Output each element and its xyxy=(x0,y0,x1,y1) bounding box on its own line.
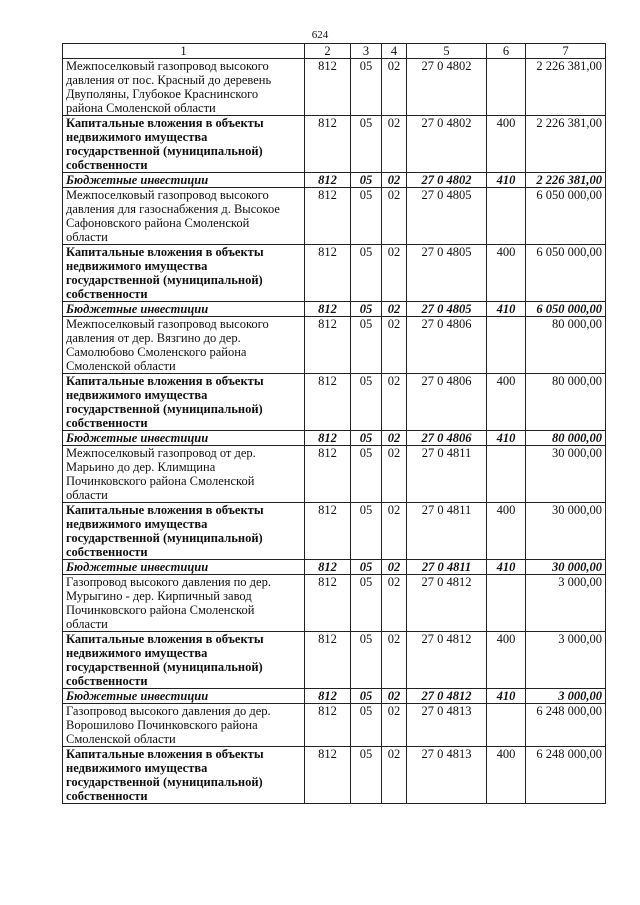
cell-col-2: 812 xyxy=(305,446,351,503)
cell-name-line: давления от дер. Вязгино до дер. xyxy=(66,331,241,345)
cell-col-6 xyxy=(487,704,526,747)
cell-name-line: Газопровод высокого давления по дер. xyxy=(66,575,271,589)
cell-col-5: 27 0 4813 xyxy=(407,704,487,747)
cell-col-2: 812 xyxy=(305,575,351,632)
cell-name-line: Починковского района Смоленской xyxy=(66,603,255,617)
cell-name-line: Газопровод высокого давления до дер. xyxy=(66,704,271,718)
cell-name xyxy=(63,302,305,317)
budget-table xyxy=(62,43,606,804)
cell-name xyxy=(63,317,305,374)
cell-col-5: 27 0 4805 xyxy=(407,302,487,317)
cell-col-7: 2 226 381,00 xyxy=(526,116,606,173)
cell-col-3: 05 xyxy=(351,173,382,188)
cell-col-3: 05 xyxy=(351,503,382,560)
cell-name xyxy=(63,59,305,116)
cell-name-line: собственности xyxy=(66,674,148,688)
cell-col-3: 05 xyxy=(351,446,382,503)
cell-col-6: 400 xyxy=(487,747,526,804)
cell-name-line: давления для газоснабжения д. Высокое xyxy=(66,202,280,216)
cell-col-3: 05 xyxy=(351,704,382,747)
cell-name-line: государственной (муниципальной) xyxy=(66,144,263,158)
header-col-5: 5 xyxy=(407,44,487,59)
cell-name-line: государственной (муниципальной) xyxy=(66,531,263,545)
cell-col-4: 02 xyxy=(382,503,407,560)
cell-col-2: 812 xyxy=(305,302,351,317)
cell-col-3: 05 xyxy=(351,689,382,704)
cell-col-5: 27 0 4806 xyxy=(407,374,487,431)
cell-name-line: давления от пос. Красный до деревень xyxy=(66,73,272,87)
cell-col-7: 80 000,00 xyxy=(526,374,606,431)
cell-col-5: 27 0 4805 xyxy=(407,188,487,245)
cell-col-2: 812 xyxy=(305,704,351,747)
cell-col-7: 30 000,00 xyxy=(526,446,606,503)
cell-col-7: 6 248 000,00 xyxy=(526,747,606,804)
cell-name-line: недвижимого имущества xyxy=(66,646,208,660)
cell-col-6: 410 xyxy=(487,560,526,575)
cell-col-4: 02 xyxy=(382,704,407,747)
cell-name-line: Бюджетные инвестиции xyxy=(66,173,209,187)
cell-name xyxy=(63,560,305,575)
cell-col-4: 02 xyxy=(382,59,407,116)
cell-col-2: 812 xyxy=(305,503,351,560)
cell-name-line: Мурыгино - дер. Кирпичный завод xyxy=(66,589,252,603)
cell-col-5: 27 0 4812 xyxy=(407,689,487,704)
cell-name xyxy=(63,747,305,804)
table-row-budget-investment xyxy=(63,689,606,704)
cell-name-line: Бюджетные инвестиции xyxy=(66,689,209,703)
cell-col-5: 27 0 4802 xyxy=(407,59,487,116)
cell-col-4: 02 xyxy=(382,747,407,804)
cell-name xyxy=(63,431,305,446)
table-body xyxy=(63,59,606,804)
cell-col-4: 02 xyxy=(382,245,407,302)
cell-col-4: 02 xyxy=(382,560,407,575)
cell-name-line: Капитальные вложения в объекты xyxy=(66,503,264,517)
cell-col-4: 02 xyxy=(382,374,407,431)
cell-col-7: 2 226 381,00 xyxy=(526,173,606,188)
cell-name-line: государственной (муниципальной) xyxy=(66,402,263,416)
cell-col-6: 400 xyxy=(487,245,526,302)
cell-col-6 xyxy=(487,446,526,503)
cell-name-line: области xyxy=(66,488,108,502)
cell-name-line: недвижимого имущества xyxy=(66,517,208,531)
cell-col-7: 80 000,00 xyxy=(526,317,606,374)
cell-col-7: 6 248 000,00 xyxy=(526,704,606,747)
table-row-object xyxy=(63,59,606,116)
cell-name-line: государственной (муниципальной) xyxy=(66,660,263,674)
cell-col-6: 400 xyxy=(487,374,526,431)
page-number: 624 xyxy=(311,29,329,41)
cell-name-line: Бюджетные инвестиции xyxy=(66,560,209,574)
cell-name-line: Смоленской области xyxy=(66,359,176,373)
cell-col-2: 812 xyxy=(305,431,351,446)
cell-name-line: области xyxy=(66,230,108,244)
cell-name xyxy=(63,245,305,302)
cell-col-2: 812 xyxy=(305,59,351,116)
cell-col-7: 30 000,00 xyxy=(526,560,606,575)
cell-name-line: недвижимого имущества xyxy=(66,259,208,273)
cell-name-line: Двуполяны, Глубокое Краснинского xyxy=(66,87,259,101)
table-row-object xyxy=(63,575,606,632)
table-row-budget-investment xyxy=(63,173,606,188)
cell-name xyxy=(63,446,305,503)
header-col-1: 1 xyxy=(63,44,305,59)
header-col-4: 4 xyxy=(382,44,407,59)
cell-name-line: Капитальные вложения в объекты xyxy=(66,747,264,761)
cell-col-5: 27 0 4806 xyxy=(407,431,487,446)
cell-col-5: 27 0 4806 xyxy=(407,317,487,374)
table-row-budget-investment xyxy=(63,560,606,575)
cell-col-6 xyxy=(487,317,526,374)
table-row-capital-investment xyxy=(63,374,606,431)
cell-col-6: 410 xyxy=(487,302,526,317)
cell-col-2: 812 xyxy=(305,560,351,575)
table-row-capital-investment xyxy=(63,116,606,173)
cell-name-line: государственной (муниципальной) xyxy=(66,273,263,287)
header-row xyxy=(63,44,606,59)
cell-col-7: 6 050 000,00 xyxy=(526,245,606,302)
cell-col-3: 05 xyxy=(351,116,382,173)
cell-col-7: 3 000,00 xyxy=(526,689,606,704)
cell-name-line: Межпоселковый газопровод высокого xyxy=(66,188,269,202)
cell-name-line: Межпоселковый газопровод высокого xyxy=(66,59,269,73)
cell-col-6: 400 xyxy=(487,116,526,173)
cell-col-7: 6 050 000,00 xyxy=(526,302,606,317)
cell-name-line: недвижимого имущества xyxy=(66,130,208,144)
cell-col-2: 812 xyxy=(305,188,351,245)
cell-name-line: области xyxy=(66,617,108,631)
header-col-3: 3 xyxy=(351,44,382,59)
cell-name-line: Капитальные вложения в объекты xyxy=(66,116,264,130)
cell-col-6: 410 xyxy=(487,173,526,188)
table-row-capital-investment xyxy=(63,245,606,302)
cell-col-3: 05 xyxy=(351,374,382,431)
cell-name-line: Межпоселковый газопровод высокого xyxy=(66,317,269,331)
cell-col-7: 80 000,00 xyxy=(526,431,606,446)
cell-name-line: недвижимого имущества xyxy=(66,761,208,775)
cell-name xyxy=(63,632,305,689)
cell-name-line: Капитальные вложения в объекты xyxy=(66,245,264,259)
cell-name-line: района Смоленской области xyxy=(66,101,216,115)
cell-col-4: 02 xyxy=(382,188,407,245)
cell-col-5: 27 0 4805 xyxy=(407,245,487,302)
cell-name-line: Капитальные вложения в объекты xyxy=(66,374,264,388)
cell-col-3: 05 xyxy=(351,245,382,302)
cell-col-5: 27 0 4811 xyxy=(407,503,487,560)
header-col-6: 6 xyxy=(487,44,526,59)
cell-name-line: собственности xyxy=(66,789,148,803)
table-row-object xyxy=(63,188,606,245)
table-row-object xyxy=(63,704,606,747)
cell-col-4: 02 xyxy=(382,431,407,446)
cell-col-3: 05 xyxy=(351,431,382,446)
cell-col-2: 812 xyxy=(305,116,351,173)
cell-col-2: 812 xyxy=(305,747,351,804)
cell-col-6 xyxy=(487,575,526,632)
cell-col-3: 05 xyxy=(351,317,382,374)
cell-col-7: 30 000,00 xyxy=(526,503,606,560)
cell-name-line: Починковского района Смоленской xyxy=(66,474,255,488)
cell-col-4: 02 xyxy=(382,632,407,689)
table-row-capital-investment xyxy=(63,632,606,689)
cell-col-2: 812 xyxy=(305,374,351,431)
cell-name xyxy=(63,173,305,188)
cell-col-3: 05 xyxy=(351,747,382,804)
cell-col-6 xyxy=(487,188,526,245)
cell-name xyxy=(63,188,305,245)
cell-col-7: 2 226 381,00 xyxy=(526,59,606,116)
cell-name-line: собственности xyxy=(66,416,148,430)
cell-col-5: 27 0 4812 xyxy=(407,575,487,632)
cell-col-2: 812 xyxy=(305,173,351,188)
cell-col-5: 27 0 4811 xyxy=(407,446,487,503)
cell-col-6: 400 xyxy=(487,503,526,560)
cell-name xyxy=(63,704,305,747)
cell-col-6: 410 xyxy=(487,431,526,446)
cell-name-line: Сафоновского района Смоленской xyxy=(66,216,250,230)
cell-name-line: Бюджетные инвестиции xyxy=(66,302,209,316)
cell-col-4: 02 xyxy=(382,317,407,374)
cell-name xyxy=(63,374,305,431)
cell-col-3: 05 xyxy=(351,302,382,317)
table-row-budget-investment xyxy=(63,302,606,317)
cell-name xyxy=(63,575,305,632)
cell-col-5: 27 0 4802 xyxy=(407,116,487,173)
cell-col-4: 02 xyxy=(382,689,407,704)
table-row-object xyxy=(63,446,606,503)
cell-name-line: собственности xyxy=(66,287,148,301)
cell-col-5: 27 0 4812 xyxy=(407,632,487,689)
cell-col-6: 410 xyxy=(487,689,526,704)
cell-col-2: 812 xyxy=(305,245,351,302)
cell-col-6 xyxy=(487,59,526,116)
cell-col-4: 02 xyxy=(382,173,407,188)
cell-name xyxy=(63,503,305,560)
cell-name-line: Ворошилово Починковского района xyxy=(66,718,258,732)
cell-name-line: собственности xyxy=(66,158,148,172)
cell-name-line: Смоленской области xyxy=(66,732,176,746)
cell-name xyxy=(63,689,305,704)
cell-col-7: 3 000,00 xyxy=(526,575,606,632)
cell-name-line: Бюджетные инвестиции xyxy=(66,431,209,445)
cell-col-4: 02 xyxy=(382,575,407,632)
cell-col-4: 02 xyxy=(382,446,407,503)
cell-name-line: Капитальные вложения в объекты xyxy=(66,632,264,646)
cell-col-3: 05 xyxy=(351,560,382,575)
cell-name-line: государственной (муниципальной) xyxy=(66,775,263,789)
cell-name-line: Самолюбово Смоленского района xyxy=(66,345,247,359)
cell-col-3: 05 xyxy=(351,188,382,245)
cell-name-line: Межпоселковый газопровод от дер. xyxy=(66,446,256,460)
cell-col-2: 812 xyxy=(305,632,351,689)
cell-col-5: 27 0 4813 xyxy=(407,747,487,804)
table-row-capital-investment xyxy=(63,747,606,804)
cell-col-3: 05 xyxy=(351,59,382,116)
header-col-7: 7 xyxy=(526,44,606,59)
cell-col-4: 02 xyxy=(382,116,407,173)
table-row-budget-investment xyxy=(63,431,606,446)
cell-col-4: 02 xyxy=(382,302,407,317)
header-col-2: 2 xyxy=(305,44,351,59)
cell-col-7: 6 050 000,00 xyxy=(526,188,606,245)
cell-col-5: 27 0 4802 xyxy=(407,173,487,188)
table-row-object xyxy=(63,317,606,374)
cell-name-line: недвижимого имущества xyxy=(66,388,208,402)
cell-col-5: 27 0 4811 xyxy=(407,560,487,575)
cell-name-line: Марьино до дер. Климщина xyxy=(66,460,216,474)
cell-name-line: собственности xyxy=(66,545,148,559)
cell-col-6: 400 xyxy=(487,632,526,689)
cell-col-3: 05 xyxy=(351,632,382,689)
cell-col-7: 3 000,00 xyxy=(526,632,606,689)
cell-col-2: 812 xyxy=(305,317,351,374)
cell-col-2: 812 xyxy=(305,689,351,704)
table-row-capital-investment xyxy=(63,503,606,560)
cell-col-3: 05 xyxy=(351,575,382,632)
cell-name xyxy=(63,116,305,173)
